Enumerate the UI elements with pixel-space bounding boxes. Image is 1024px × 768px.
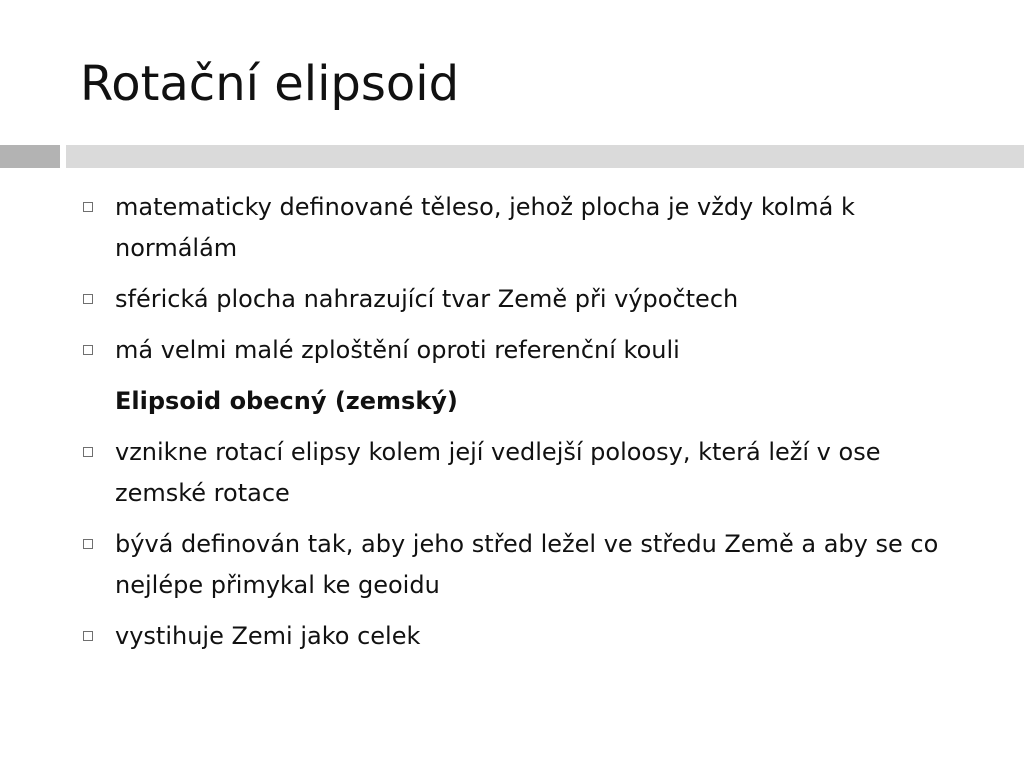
hollow-square-bullet-icon (83, 345, 93, 355)
hollow-square-bullet-icon (83, 202, 93, 212)
bullet-text: matematicky definované těleso, jehož plocha je vždy kolmá k normálám (115, 193, 855, 262)
subheading-text: Elipsoid obecný (zemský) (115, 387, 458, 415)
bullet-text: má velmi malé zploštění oproti referenční kouli (115, 336, 680, 364)
hollow-square-bullet-icon (83, 539, 93, 549)
slide-title: Rotační elipsoid (80, 56, 460, 112)
hollow-square-bullet-icon (83, 631, 93, 641)
slide-content (80, 187, 960, 667)
bullet-item (80, 279, 960, 320)
bullet-text: vznikne rotací elipsy kolem její vedlejší poloosy, která leží v ose zemské rotace (115, 438, 881, 507)
hollow-square-bullet-icon (83, 294, 93, 304)
bullet-text: bývá definován tak, aby jeho střed ležel ve středu Země a aby se co nejlépe přimykal ke geoidu (115, 530, 939, 599)
bullet-text: vystihuje Zemi jako celek (115, 622, 421, 650)
bullet-item (80, 616, 960, 657)
hollow-square-bullet-icon (83, 447, 93, 457)
bullet-text: sférická plocha nahrazující tvar Země při výpočtech (115, 285, 739, 313)
bullet-item (80, 524, 960, 606)
bullet-item (80, 330, 960, 371)
title-divider-accent (0, 145, 60, 168)
bullet-item (80, 187, 960, 269)
section-subheading (80, 381, 960, 422)
bullet-item (80, 432, 960, 514)
title-divider-bar (66, 145, 1024, 168)
